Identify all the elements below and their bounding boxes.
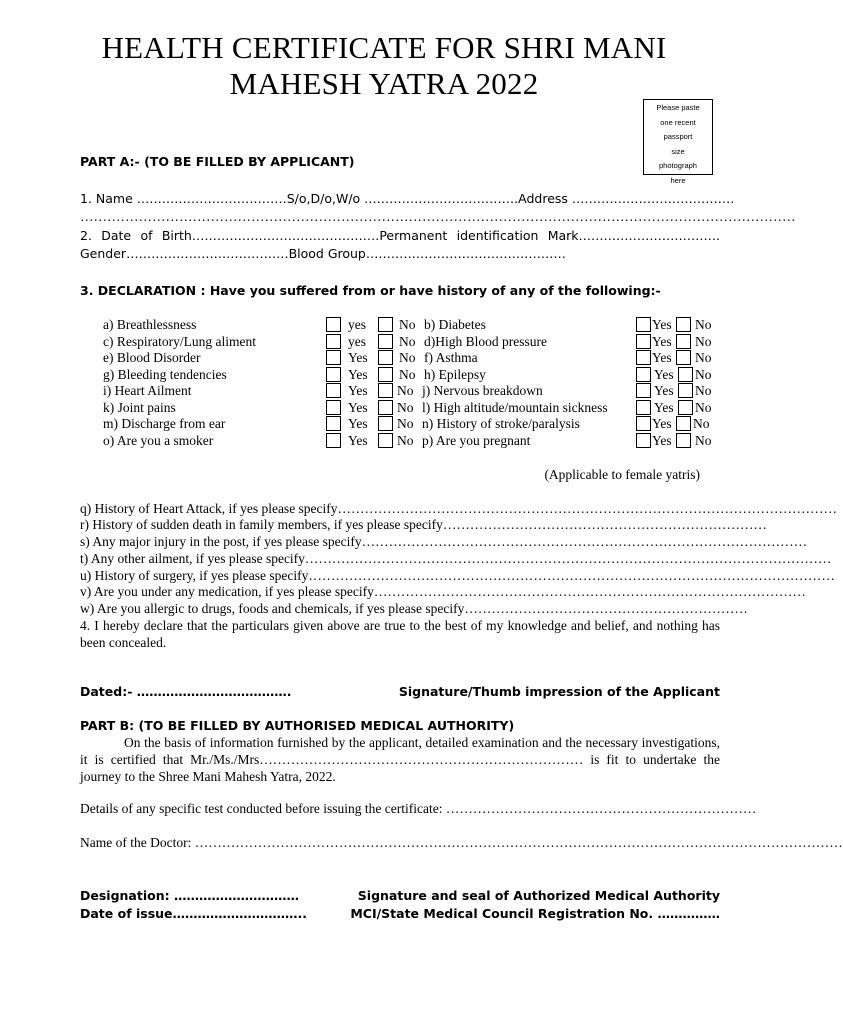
condition-label: d)High Blood pressure [424, 334, 547, 349]
yes-checkbox[interactable] [636, 334, 651, 349]
no-checkbox[interactable] [678, 367, 693, 382]
condition-row [0, 316, 768, 333]
yes-checkbox[interactable] [326, 317, 341, 332]
condition-row [0, 333, 768, 350]
issue-date-registration-row [80, 905, 720, 922]
condition-label: f) Asthma [424, 350, 478, 365]
no-checkbox[interactable] [678, 383, 693, 398]
yes-checkbox[interactable] [636, 400, 651, 415]
no-checkbox[interactable] [378, 367, 393, 382]
part-b-heading: PART B: (TO BE FILLED BY AUTHORISED MEDICAL AUTHORITY) [80, 718, 515, 733]
designation-seal-row [80, 887, 720, 904]
yes-label: yes [348, 334, 366, 349]
photo-box-text: here [670, 175, 686, 185]
condition-label: o) Are you a smoker [103, 433, 214, 448]
yes-checkbox[interactable] [636, 317, 651, 332]
part-a-heading: PART A:- (TO BE FILLED BY APPLICANT) [80, 154, 355, 169]
dob-identification-line[interactable] [80, 227, 720, 244]
condition-label: j) Nervous breakdown [422, 383, 543, 398]
condition-label: e) Blood Disorder [103, 350, 201, 365]
yes-label: Yes [348, 350, 368, 365]
no-checkbox[interactable] [378, 400, 393, 415]
yes-label: Yes [348, 433, 368, 448]
yes-label: Yes [654, 400, 674, 415]
no-label: No [693, 416, 710, 431]
dob-number: 2. [80, 228, 92, 243]
yes-label: Yes [654, 367, 674, 382]
history-line[interactable]: t) Any other ailment, if yes please specify……………………………………………………………………………………………………… [80, 551, 832, 566]
yes-checkbox[interactable] [636, 416, 651, 431]
history-line[interactable]: u) History of surgery, if yes please specify……………………………………………………………………………………………………… [80, 568, 835, 583]
yes-checkbox[interactable] [326, 433, 341, 448]
condition-row [0, 382, 768, 399]
no-label: No [695, 317, 712, 332]
yes-checkbox[interactable] [636, 383, 651, 398]
no-label: No [695, 367, 712, 382]
no-label: No [397, 383, 414, 398]
condition-label: h) Epilepsy [424, 367, 486, 382]
no-label: No [397, 400, 414, 415]
dated-signature-row [80, 683, 720, 700]
condition-row [0, 366, 768, 383]
no-label: No [695, 383, 712, 398]
yes-checkbox[interactable] [636, 350, 651, 365]
photo-box-text: Please paste [656, 103, 700, 112]
photo-box-text: photograph [659, 161, 697, 170]
applicant-declaration-text: 4. I hereby declare that the particulars given above are true to the best of my knowledge and belief, and nothing has been concealed. [80, 618, 720, 650]
history-line[interactable]: s) Any major injury in the post, if yes please specify……………………………………………………………………………………… [80, 534, 808, 549]
name-field-line[interactable]: 1. Name ………………………………S/o,D/o,W/o ……………………………….Address ………………………………… [80, 191, 735, 206]
condition-row [0, 399, 768, 416]
yes-checkbox[interactable] [326, 367, 341, 382]
yes-checkbox[interactable] [326, 350, 341, 365]
no-label: No [399, 367, 416, 382]
declaration-heading: 3. DECLARATION : Have you suffered from or have history of any of the following:- [80, 283, 661, 298]
history-line[interactable]: w) Are you allergic to drugs, foods and chemicals, if yes please specify……………………………………………………… [80, 601, 748, 616]
photo-box-text: one recent [660, 117, 696, 127]
no-checkbox[interactable] [676, 416, 691, 431]
no-checkbox[interactable] [378, 433, 393, 448]
no-label: No [695, 433, 712, 448]
no-label: No [397, 416, 414, 431]
yes-checkbox[interactable] [636, 367, 651, 382]
no-label: No [399, 334, 416, 349]
photo-box-text: size [671, 146, 685, 156]
dated-field[interactable]: Dated:- ………………………………. [80, 684, 292, 699]
dob-word: Date [101, 228, 132, 243]
condition-label: i) Heart Ailment [103, 383, 192, 398]
condition-label: c) Respiratory/Lung aliment [103, 334, 256, 349]
yes-label: Yes [652, 334, 672, 349]
registration-number-field[interactable]: MCI/State Medical Council Registration No. …………… [350, 906, 720, 921]
condition-label: n) History of stroke/paralysis [422, 416, 580, 431]
no-checkbox[interactable] [378, 317, 393, 332]
no-checkbox[interactable] [378, 334, 393, 349]
identification-mark-field[interactable]: Mark……………………………. [547, 228, 720, 243]
no-checkbox[interactable] [678, 400, 693, 415]
dob-field[interactable]: Birth………………………………………Permanent [161, 228, 448, 243]
date-of-issue-field[interactable]: Date of issue………………………….. [80, 906, 308, 921]
document-title-line-2: MAHESH YATRA 2022 [229, 66, 539, 101]
medical-authority-seal-label: Signature and seal of Authorized Medical Authority [357, 888, 720, 903]
no-checkbox[interactable] [676, 317, 691, 332]
yes-label: Yes [348, 416, 368, 431]
yes-label: Yes [348, 400, 368, 415]
no-checkbox[interactable] [378, 350, 393, 365]
gender-blood-group-line[interactable]: Gender…………………………………Blood Group………………………………………… [80, 246, 566, 261]
condition-label: k) Joint pains [103, 400, 176, 415]
designation-field[interactable]: Designation: ………………………… [80, 888, 299, 903]
yes-checkbox[interactable] [326, 416, 341, 431]
no-checkbox[interactable] [676, 334, 691, 349]
no-label: No [695, 334, 712, 349]
condition-label: p) Are you pregnant [422, 433, 531, 448]
no-label: No [399, 350, 416, 365]
history-line[interactable]: r) History of sudden death in family members, if yes please specify……………………………………………………………… [80, 517, 767, 532]
no-checkbox[interactable] [378, 383, 393, 398]
yes-label: Yes [652, 433, 672, 448]
yes-label: Yes [652, 416, 672, 431]
condition-row [0, 415, 768, 432]
condition-label: m) Discharge from ear [103, 416, 226, 431]
yes-label: Yes [652, 350, 672, 365]
condition-label: a) Breathlessness [103, 317, 197, 332]
yes-checkbox[interactable] [636, 433, 651, 448]
history-line[interactable]: v) Are you under any medication, if yes please specify…………………………………………………………………………………… [80, 584, 806, 599]
history-line[interactable]: q) History of Heart Attack, if yes please specify………………………………………………………………………………………………… [80, 501, 838, 516]
no-checkbox[interactable] [378, 416, 393, 431]
no-label: No [399, 317, 416, 332]
yes-checkbox[interactable] [326, 400, 341, 415]
address-continuation-line[interactable]: …………………………………………………………………………………………………………………………………………… [80, 209, 796, 224]
no-checkbox[interactable] [676, 433, 691, 448]
yes-label: Yes [652, 317, 672, 332]
yes-label: Yes [348, 383, 368, 398]
yes-label: Yes [348, 367, 368, 382]
yes-label: Yes [654, 383, 674, 398]
no-label: No [397, 433, 414, 448]
condition-row [0, 432, 768, 449]
condition-label: g) Bleeding tendencies [103, 367, 227, 382]
photo-box-text: passport [663, 132, 693, 141]
condition-label: l) High altitude/mountain sickness [422, 400, 608, 415]
document-title-line-1: HEALTH CERTIFICATE FOR SHRI MANI [101, 30, 667, 65]
condition-row [0, 349, 768, 366]
yes-label: yes [348, 317, 366, 332]
yes-checkbox[interactable] [326, 334, 341, 349]
no-label: No [695, 350, 712, 365]
condition-label: b) Diabetes [424, 317, 486, 332]
doctor-name-field[interactable]: Name of the Doctor: ……………………………………………………………………………………………………………………………… [80, 835, 843, 850]
dob-word: of [140, 228, 153, 243]
specific-test-field[interactable]: Details of any specific test conducted before issuing the certificate: …………………………………………………………… [80, 801, 757, 816]
female-applicable-note: (Applicable to female yatris) [544, 467, 700, 482]
no-checkbox[interactable] [676, 350, 691, 365]
certification-text[interactable]: On the basis of information furnished by the applicant, detailed examination and the necessary investigations, it is certified that Mr./Ms./Mrs……………………………………………………………… is fit to undertake the journey to the Shree Mani Mahesh Yatra, 2022. [80, 735, 720, 784]
dob-word: identification [456, 228, 539, 243]
yes-checkbox[interactable] [326, 383, 341, 398]
no-label: No [695, 400, 712, 415]
applicant-signature-label: Signature/Thumb impression of the Applicant [398, 684, 720, 699]
